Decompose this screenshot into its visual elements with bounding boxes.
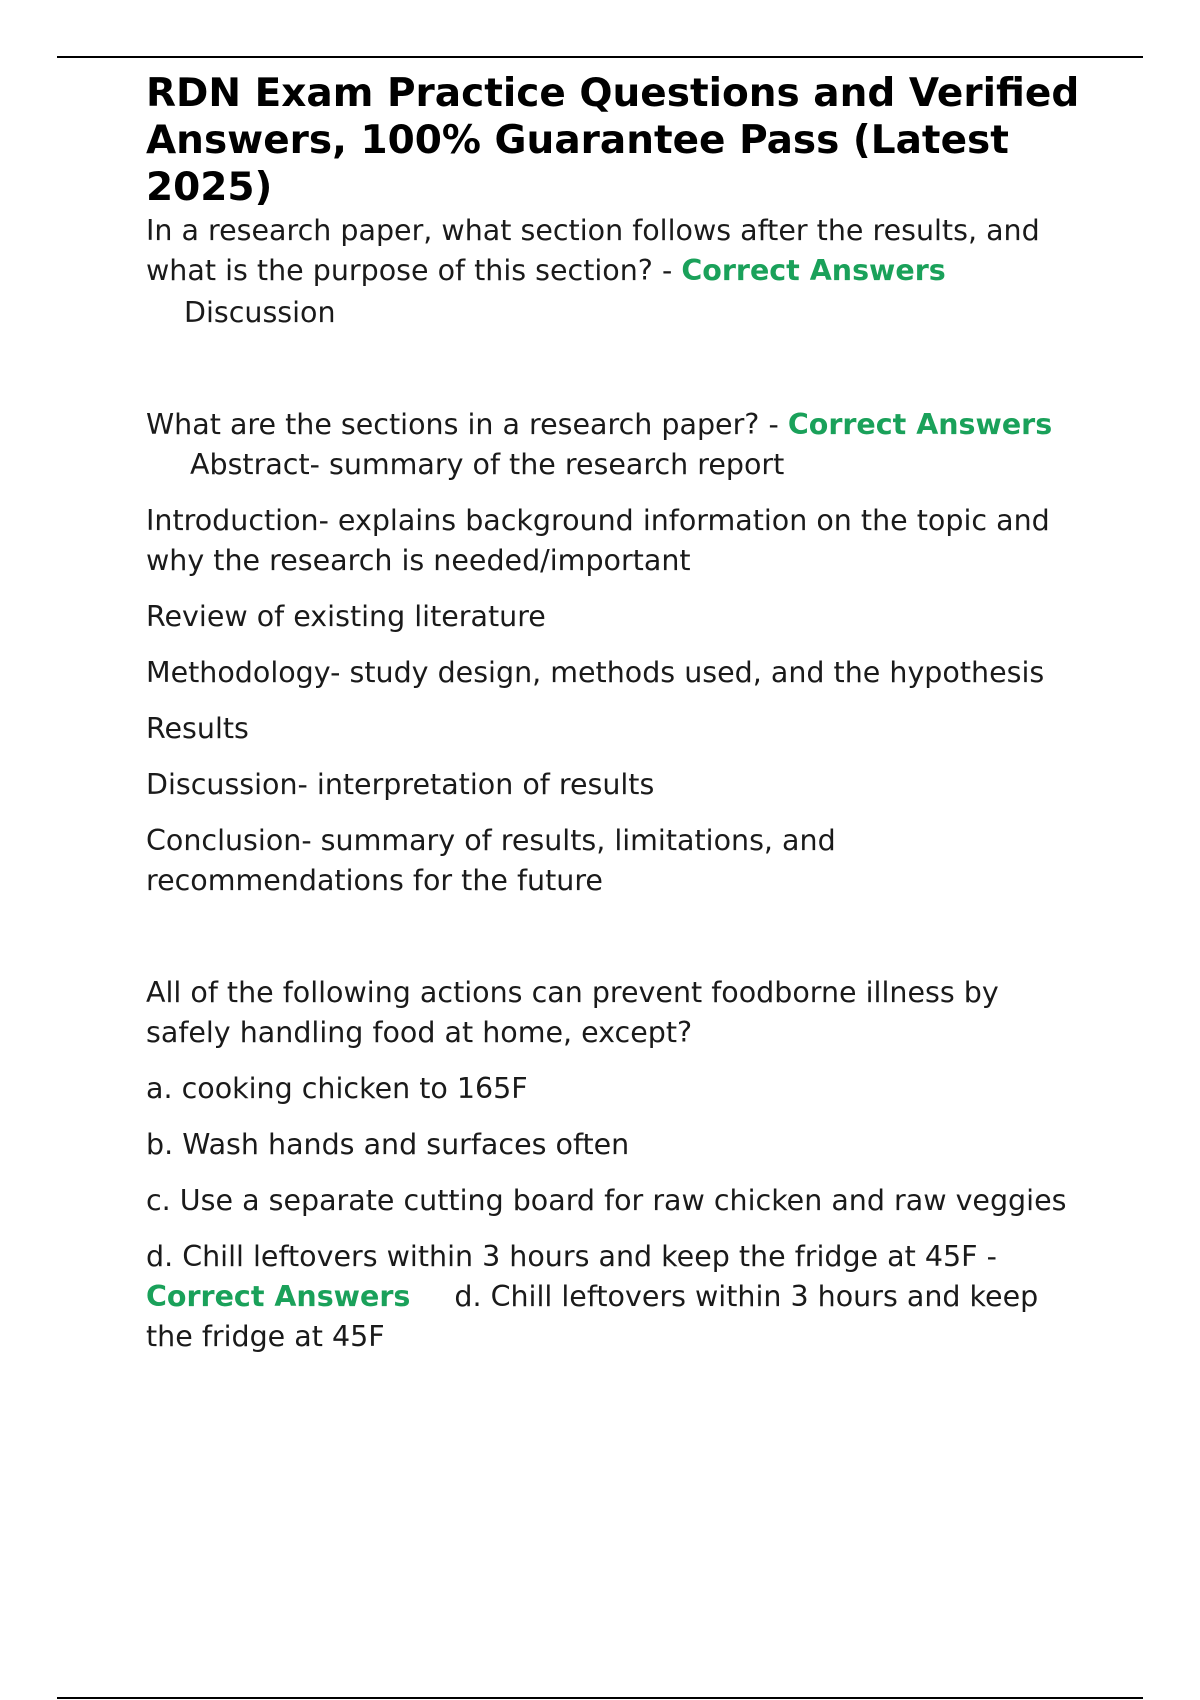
option-d [146, 1237, 1086, 1357]
document-body [146, 70, 1086, 1357]
answer-line: Discussion- interpretation of results [146, 768, 655, 801]
answer-text-1: Discussion [184, 296, 336, 329]
correct-answers-label: Correct Answers [681, 254, 946, 287]
bottom-rule [57, 1697, 1143, 1699]
question-2-text: What are the sections in a research paper? - [146, 408, 788, 441]
answer-line: Methodology- study design, methods used, and the hypothesis [146, 656, 1045, 689]
correct-answers-label: Correct Answers [146, 1280, 411, 1313]
question-block-2 [146, 405, 1086, 901]
question-text-2 [146, 405, 1086, 485]
answer-text-3: d. Chill leftovers within 3 hours and keep the fridge at 45F [146, 1280, 1039, 1353]
question-text-3: All of the following actions can prevent foodborne illness by safely handling food at home, except? [146, 976, 999, 1049]
option-d-text: d. Chill leftovers within 3 hours and keep the fridge at 45F - [146, 1240, 997, 1273]
correct-answers-label: Correct Answers [787, 408, 1053, 441]
document-title: RDN Exam Practice Questions and Verified Answers, 100% Guarantee Pass (Latest 2025) [146, 71, 1080, 210]
option-a: a. cooking chicken to 165F [146, 1072, 528, 1105]
answer-line: Introduction- explains background information on the topic and why the research is needed/important [146, 504, 1050, 577]
question-block-1 [146, 211, 1086, 333]
option-c: c. Use a separate cutting board for raw chicken and raw veggies [146, 1184, 1067, 1217]
answer-line: Results [146, 712, 249, 745]
question-text-1 [146, 211, 1086, 291]
answer-line: Conclusion- summary of results, limitations, and recommendations for the future [146, 824, 836, 897]
option-b: b. Wash hands and surfaces often [146, 1128, 630, 1161]
answer-line: Review of existing literature [146, 600, 546, 633]
top-rule [57, 56, 1143, 58]
question-1-text: In a research paper, what section follows after the results, and what is the purpose of this section? - [146, 214, 1040, 287]
question-block-3 [146, 973, 1086, 1357]
answer-line: Abstract- summary of the research report [190, 448, 785, 481]
